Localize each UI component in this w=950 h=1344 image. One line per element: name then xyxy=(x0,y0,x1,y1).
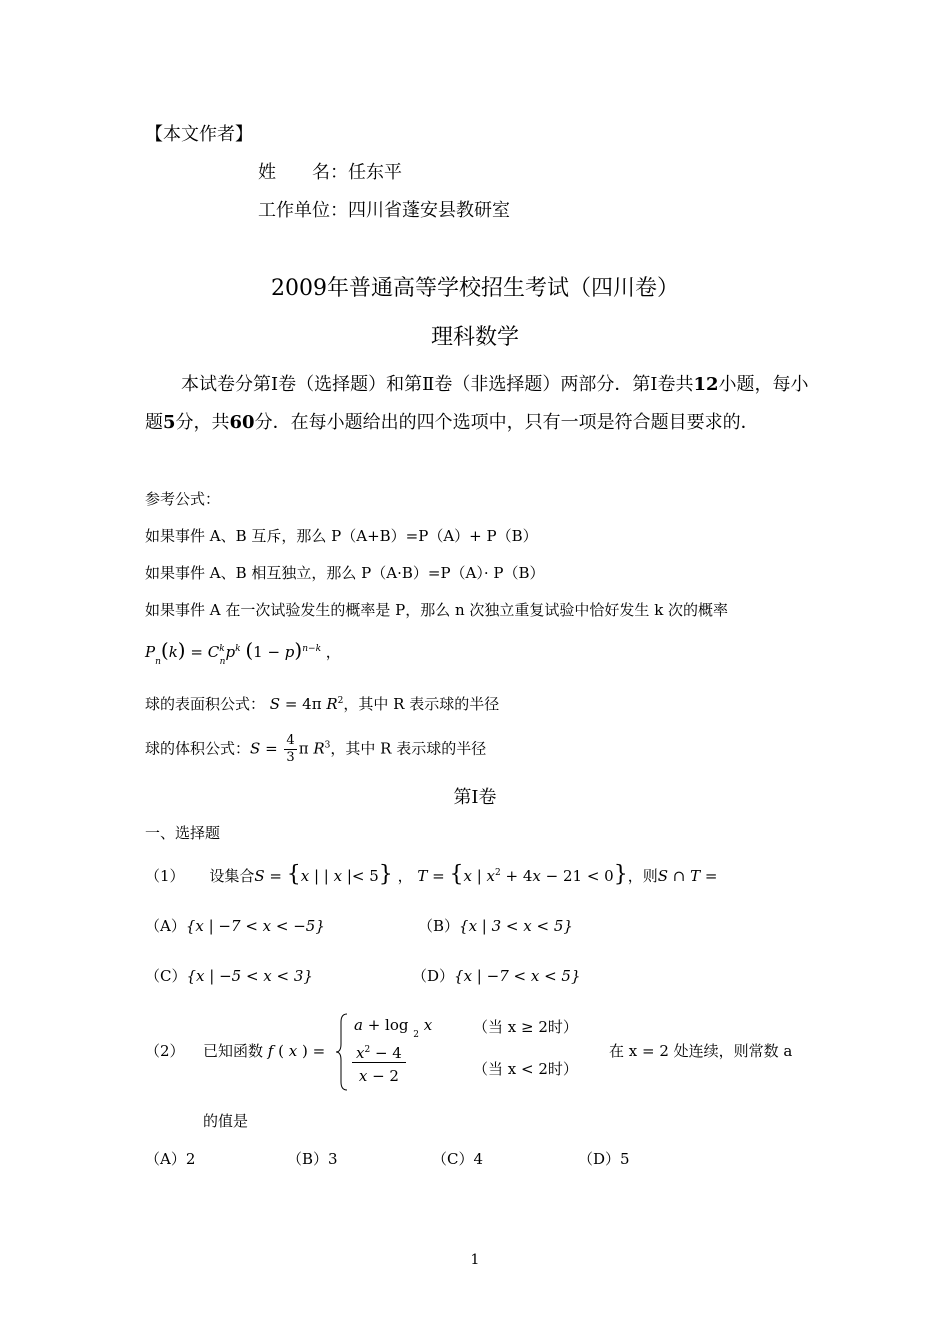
exam-title xyxy=(0,271,950,302)
option-text: {x | −5 < x < 3} xyxy=(186,967,313,985)
part-title: 第Ⅰ卷 xyxy=(453,787,497,808)
sphere-surface-note: ，其中 R 表示球的半径 xyxy=(343,695,500,713)
sphere-volume-label: 球的体积公式： xyxy=(145,739,251,758)
option-text: {x | 3 < x < 5} xyxy=(459,917,573,935)
formulas-heading: 参考公式： xyxy=(145,490,221,508)
q2-number: （2） xyxy=(145,1042,185,1060)
question-1: （1） 设集合S = {x | | x |< 5} ， T = {x | $x^2 + 4x - 21 < 0$}，则S ∩ T = xyxy=(145,862,718,887)
option-label: （D） xyxy=(412,967,455,985)
formula-sphere-volume: 球的体积公式：S = $\frac{4}{3}$ π $R^3$，其中 R 表示球的半径 xyxy=(145,733,487,765)
name-label: 姓 名： xyxy=(258,162,348,183)
q2-piecewise-brace xyxy=(335,1012,338,1092)
sphere-surface-label: 球的表面积公式： xyxy=(145,695,266,713)
option-text: 2 xyxy=(185,1150,196,1168)
intro-text-1: 本试卷分第Ⅰ卷（选择题）和第Ⅱ卷（非选择题）两部分．第Ⅰ卷共 xyxy=(181,374,694,395)
author-name: 任东平 xyxy=(348,162,402,183)
option-text: {x | −7 < x < −5} xyxy=(185,917,325,935)
q1-option-b xyxy=(418,915,573,936)
option-label: （C） xyxy=(145,967,187,985)
option-label: （D） xyxy=(578,1150,621,1168)
formula-mutually-exclusive: 如果事件 A、B 互斥，那么 P（A+B）=P（A）+ P（B） xyxy=(145,527,538,545)
q2-stem-line: 已知函数 f ( x ) = xyxy=(203,1042,326,1060)
intro-text-4: 分．在每小题给出的四个选项中，只有一项是符合题目要求的． xyxy=(254,412,759,433)
q1-stem: 设集合 xyxy=(209,867,255,885)
unit-label: 工作单位： xyxy=(258,200,348,221)
q1-option-d xyxy=(412,965,581,986)
author-unit-line xyxy=(258,196,510,222)
q2-condition-2: （当 x < 2时） xyxy=(473,1060,578,1078)
sphere-volume-note: ，其中 R 表示球的半径 xyxy=(330,739,487,758)
formula-binomial-text: 如果事件 A 在一次试验发生的概率是 P，那么 n 次独立重复试验中恰好发生 k 次的概率 xyxy=(145,601,729,619)
option-text: 4 xyxy=(473,1150,484,1168)
q2-condition-1: （当 x ≥ 2时） xyxy=(473,1018,578,1036)
intro-paragraph xyxy=(145,366,813,442)
intro-text-2: 小题，每小题 xyxy=(145,374,809,433)
intro-points-each: 5 xyxy=(163,412,176,433)
q2-case-1: a + log $_2$ x xyxy=(354,1016,433,1040)
q2-case-2: $x^2 - 4$ x − 2 xyxy=(352,1044,406,1085)
formula-sphere-surface: 球的表面积公式： S = 4π $R^2$，其中 R 表示球的半径 xyxy=(145,695,500,713)
q1-option-c xyxy=(145,965,313,986)
option-text: 5 xyxy=(620,1150,630,1168)
option-label: （A） xyxy=(145,1150,186,1168)
exam-title-text: 2009年普通高等学校招生考试（四川卷） xyxy=(271,276,679,301)
option-label: （B） xyxy=(418,917,460,935)
section-heading: 一、选择题 xyxy=(145,824,221,842)
q2-stem: 已知函数 xyxy=(203,1042,264,1060)
q2-option-a xyxy=(145,1148,195,1169)
q2-option-b xyxy=(287,1148,338,1169)
option-text: 3 xyxy=(328,1150,338,1168)
intro-total-points: 60 xyxy=(229,412,255,433)
intro-question-count: 12 xyxy=(693,374,719,395)
q2-option-c xyxy=(432,1148,483,1169)
q2-tail: 在 x = 2 处连续，则常数 a xyxy=(609,1042,793,1060)
exam-subtitle: 理科数学 xyxy=(430,325,519,350)
page-number: 1 xyxy=(470,1252,480,1268)
option-label: （C） xyxy=(432,1150,474,1168)
option-label: （A） xyxy=(145,917,186,935)
author-name-line xyxy=(258,158,402,184)
q1-number: （1） xyxy=(145,867,185,885)
q2-continuation: 的值是 xyxy=(203,1112,249,1130)
q1-option-a xyxy=(145,915,325,936)
option-label: （B） xyxy=(287,1150,329,1168)
formula-binomial: $P_n(k) = C^k_np^k$ $(1 - p)^{n-k}$ ， xyxy=(145,638,341,667)
option-text: {x | −7 < x < 5} xyxy=(454,967,581,985)
q1-tail: ，则 xyxy=(627,867,658,885)
intro-text-3: 分，共 xyxy=(175,412,230,433)
formula-independent: 如果事件 A、B 相互独立，那么 P（A·B）=P（A）· P（B） xyxy=(145,564,545,582)
author-unit: 四川省蓬安县教研室 xyxy=(348,200,510,221)
author-heading: 【本文作者】 xyxy=(145,124,253,145)
q2-option-d xyxy=(578,1148,630,1169)
